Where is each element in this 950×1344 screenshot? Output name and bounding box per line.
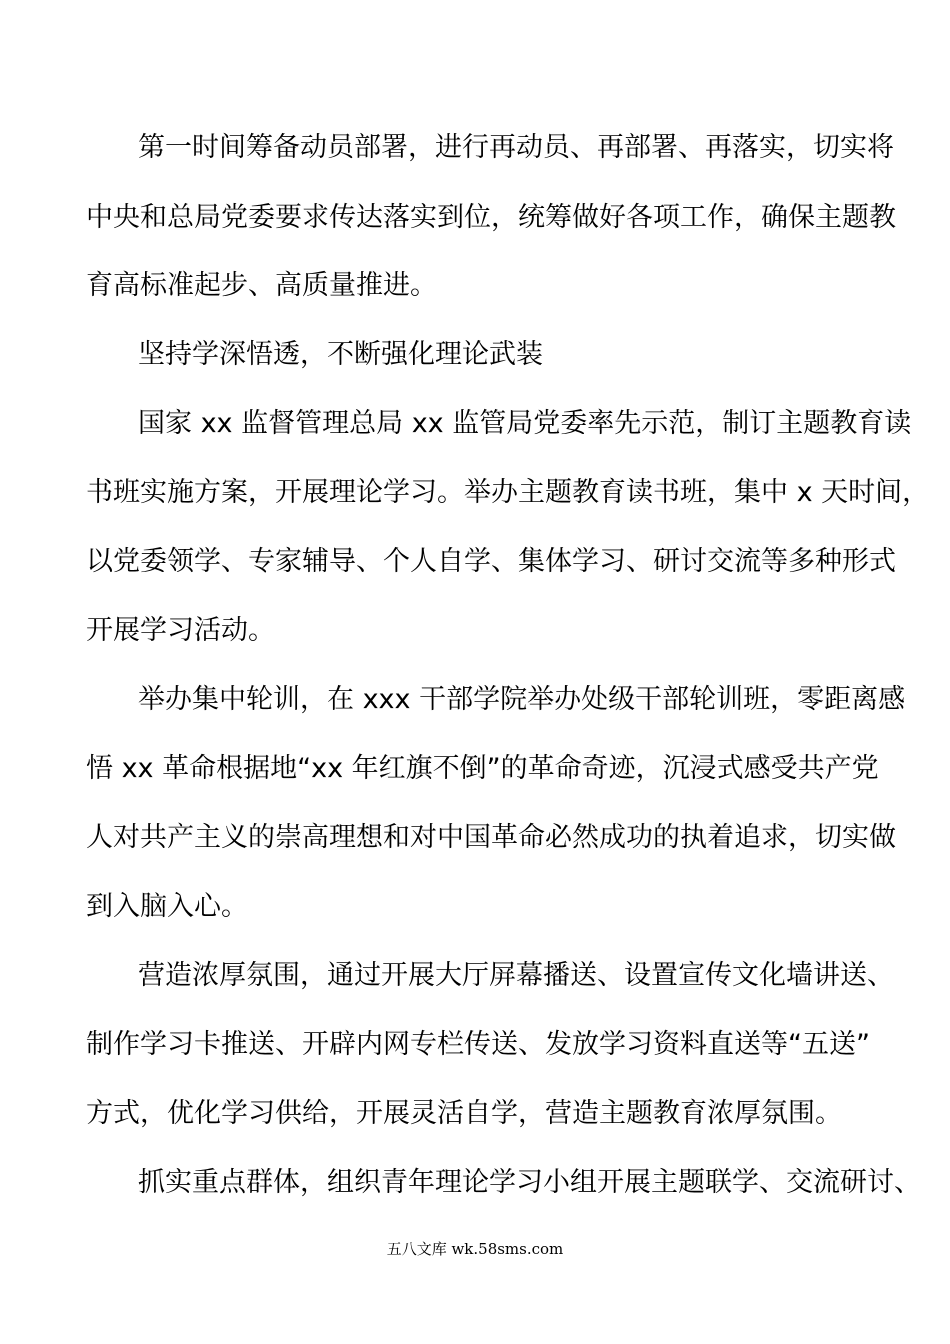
text-line: 举办集中轮训，在 xxx 干部学院举办处级干部轮训班，零距离感 [138,684,906,715]
text-line: 营造浓厚氛围，通过开展大厅屏幕播送、设置宣传文化墙讲送、 [138,960,894,991]
footer-watermark: 五八文库 wk.58sms.com [386,1240,564,1258]
text-line: 到入脑入心。 [86,891,248,922]
text-line: 制作学习卡推送、开辟内网专栏传送、发放学习资料直送等“五送” [86,1029,870,1060]
text-line: 书班实施方案，开展理论学习。举办主题教育读书班，集中 x 天时间， [86,477,930,508]
text-line: 人对共产主义的崇高理想和对中国革命必然成功的执着追求，切实做 [86,822,896,853]
text-line: 抓实重点群体，组织青年理论学习小组开展主题联学、交流研讨、 [138,1167,921,1198]
text-line: 以党委领学、专家辅导、个人自学、集体学习、研讨交流等多种形式 [86,546,896,577]
text-line: 育高标准起步、高质量推进。 [86,270,437,301]
text-line: 中央和总局党委要求传达落实到位，统筹做好各项工作，确保主题教 [86,202,896,233]
text-line: 第一时间筹备动员部署，进行再动员、再部署、再落实，切实将 [138,132,894,163]
text-line: 国家 xx 监督管理总局 xx 监管局党委率先示范，制订主题教育读 [138,408,912,439]
text-line: 开展学习活动。 [86,615,275,646]
text-line: 方式，优化学习供给，开展灵活自学，营造主题教育浓厚氛围。 [86,1098,842,1129]
section-heading: 坚持学深悟透，不断强化理论武装 [138,339,543,370]
text-line: 悟 xx 革命根据地“xx 年红旗不倒”的革命奇迹，沉浸式感受共产党 [86,753,879,784]
